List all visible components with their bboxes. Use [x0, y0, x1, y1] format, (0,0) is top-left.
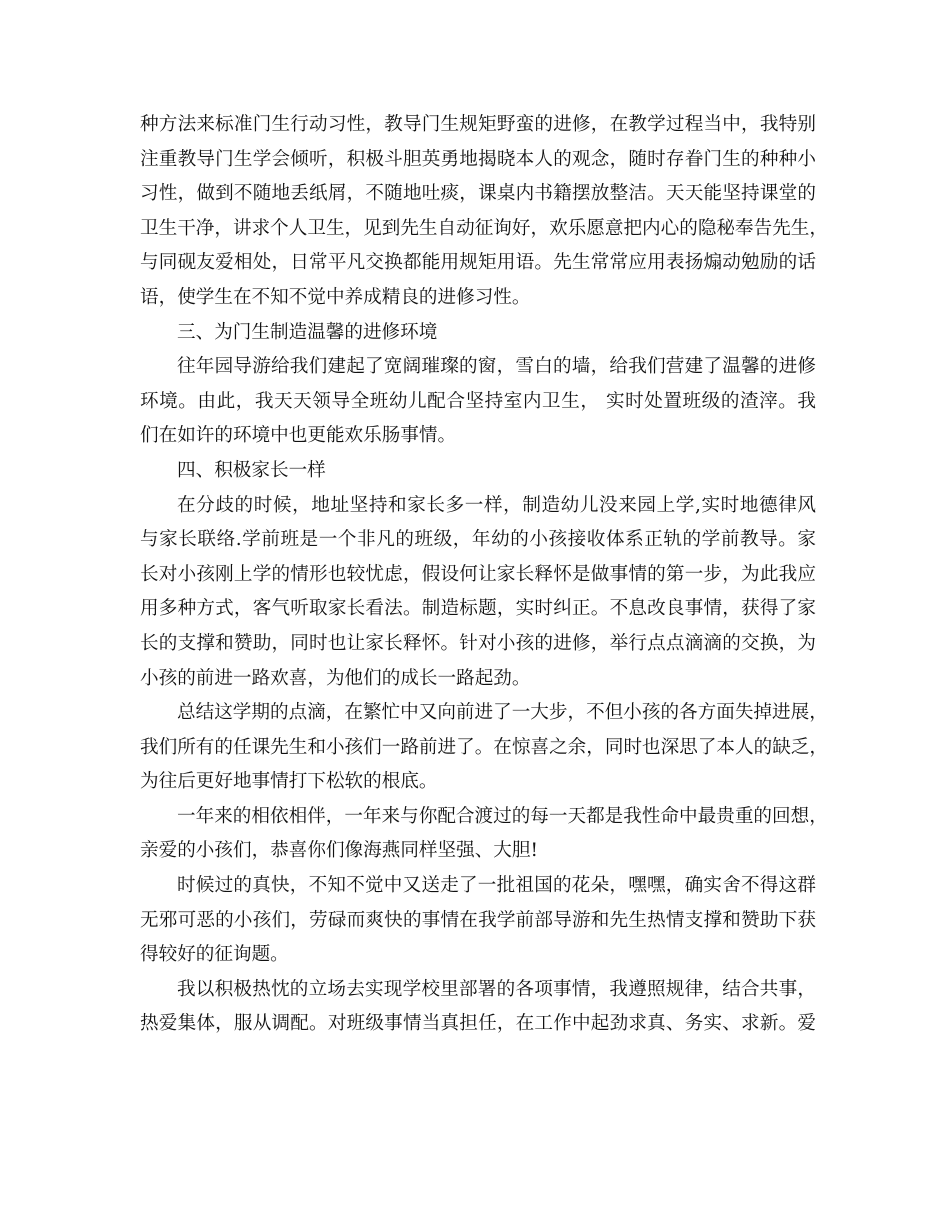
paragraph-summary [140, 696, 828, 800]
paragraph-work-attitude [140, 973, 816, 1042]
text-line: 往年园导游给我们建起了宽阔璀璨的窗，雪白的墙，给我们营建了温馨的进修 [177, 356, 816, 378]
text-line: 环境。由此，我天天领导全班幼儿配合坚持室内卫生， 实时处置班级的渣滓。我 [140, 390, 816, 412]
text-line: 种方法来标准门生行动习性，教导门生规矩野蛮的进修，在教学过程当中，我特别 [140, 114, 816, 135]
text-line: 亲爱的小孩们，恭喜你们像海燕同样坚强、大胆! [140, 840, 538, 862]
text-line: 无邪可恶的小孩们，劳碌而爽快的事情在我学前部导游和先生热情支撑和赞助下获 [140, 909, 816, 931]
paragraph-time-flies [140, 869, 816, 973]
text-line: 用多种方式，客气听取家长看法。制造标题，实时纠正。不息改良事情，获得了家 [140, 598, 816, 620]
section-heading-parents [140, 454, 816, 489]
paragraph-behavior-habits [140, 108, 828, 316]
text-line: 我们所有的任课先生和小孩们一路前进了。在惊喜之余，同时也深思了本人的缺乏， [140, 736, 828, 758]
text-line: 在分歧的时候，地址坚持和家长多一样，制造幼儿没来园上学,实时地德律风 [177, 494, 816, 516]
text-line: 卫生干净，讲求个人卫生，见到先生自动征询好，欢乐愿意把内心的隐秘奉告先生， [140, 217, 828, 239]
document-page [140, 108, 828, 1042]
text-line: 语，使学生在不知不觉中养成精良的进修习性。 [140, 286, 531, 308]
heading-text: 四、积极家长一样 [177, 459, 326, 481]
text-line: 与同砚友爱相处，日常平凡交换都能用规矩用语。先生常常应用表扬煽动勉励的话 [140, 252, 816, 274]
text-line: 小孩的前进一路欢喜，为他们的成长一路起劲。 [140, 667, 531, 689]
heading-text: 三、为门生制造温馨的进修环境 [177, 321, 438, 343]
text-line: 注重教导门生学会倾听，积极斗胆英勇地揭晓本人的观念，随时存眷门生的种种小 [140, 148, 816, 170]
paragraph-year-together [140, 800, 828, 869]
text-line: 们在如许的环境中也更能欢乐肠事情。 [140, 425, 457, 447]
text-line: 我以积极热忱的立场去实现学校里部署的各项事情，我遵照规律，结合共事， [177, 978, 816, 1000]
text-line: 时候过的真快，不知不觉中又送走了一批祖国的花朵，嘿嘿，确实舍不得这群 [177, 875, 816, 897]
text-line: 与家长联络.学前班是一个非凡的班级，年幼的小孩接收体系正轨的学前教导。家 [140, 529, 816, 551]
text-line: 一年来的相依相伴，一年来与你配合渡过的每一天都是我性命中最贵重的回想， [177, 805, 828, 827]
section-heading-environment [140, 316, 816, 351]
text-line: 长的支撑和赞助，同时也让家长释怀。针对小孩的进修，举行点点滴滴的交换，为 [140, 632, 816, 654]
text-line: 得较好的征询题。 [140, 944, 289, 966]
text-line: 习性，做到不随地丢纸屑，不随地吐痰，课桌内书籍摆放整洁。天天能坚持课堂的 [140, 183, 816, 205]
text-line: 为往后更好地事情打下松软的根底。 [140, 771, 438, 793]
text-line: 热爱集体，服从调配。对班级事情当真担任，在工作中起劲求真、务实、求新。爱 [140, 1013, 816, 1035]
paragraph-parents [140, 489, 816, 697]
text-line: 长对小孩刚上学的情形也较忧虑，假设何让家长释怀是做事情的第一步，为此我应 [140, 563, 816, 585]
text-line: 总结这学期的点滴，在繁忙中又向前进了一大步，不但小孩的各方面失掉进展， [177, 702, 828, 724]
paragraph-environment [140, 350, 816, 454]
